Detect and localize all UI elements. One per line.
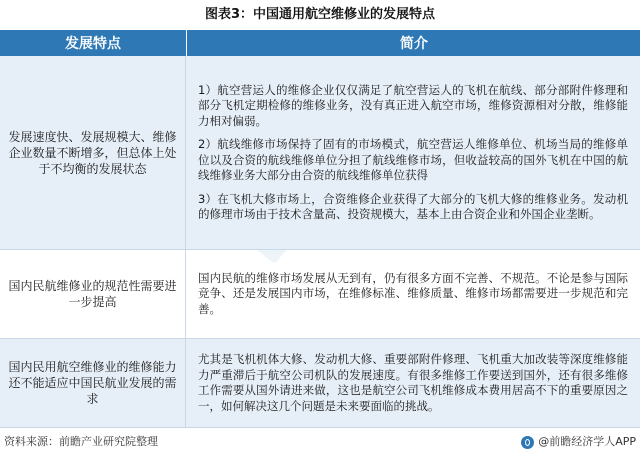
header-feature: 发展特点	[0, 30, 187, 56]
intro-paragraph: 尤其是飞机机体大修、发动机大修、重要部附件修理、飞机重大加改装等深度维修能力严重滞后于航空公司机队的发展速度。有很多维修工作要送到国外，还有很多维修工作需要从国外请进来做，这也是航空公司飞机维修成本费用居高不下的重要原因之一，如何解决这几个问题是未来要面临的挑战。	[198, 352, 628, 413]
chart-title: 图表3：中国通用航空维修业的发展特点	[204, 7, 436, 22]
intro-paragraph: 国内民航的维修市场发展从无到有，仍有很多方面不完善、不规范。不论是参与国际竞争、还是发展国内市场，在维修标准、维修质量、维修市场都需要进一步规范和完善。	[198, 270, 628, 316]
features-table	[0, 30, 640, 428]
brand-credit	[521, 432, 636, 452]
table-row	[0, 250, 640, 339]
header-intro: 简介	[400, 36, 428, 52]
intro-paragraph: 2）航线维修市场保持了固有的市场模式，航空营运人维修单位、机场当局的维修单位以及合资的航线维修单位分担了航线维修市场，但收益较高的国外飞机在中国的航线维修业务大部分由合资的航线维修单位获得	[198, 137, 628, 182]
footer	[0, 432, 640, 452]
row-intro	[186, 339, 640, 427]
qianzhan-logo-icon	[521, 436, 534, 449]
table-row	[0, 56, 640, 250]
row-feature: 国内民航维修业的规范性需要进一步提高	[0, 250, 186, 338]
row-feature: 国内民用航空维修业的维修能力还不能适应中国民航业发展的需求	[0, 339, 186, 427]
table-row	[0, 339, 640, 428]
row-intro	[186, 56, 640, 249]
row-feature: 发展速度快、发展规模大、维修企业数量不断增多，但总体上处于不均衡的发展状态	[0, 56, 186, 249]
brand-label: @前瞻经济学人APP	[538, 435, 636, 448]
source-note: 资料来源：前瞻产业研究院整理	[4, 435, 158, 448]
intro-paragraph: 3）在飞机大修市场上，合资维修企业获得了大部分的飞机大修的维修业务。发动机的修理市场由于技术含量高、投资规模大，基本上由合资企业和外国企业垄断。	[198, 191, 628, 221]
row-intro	[186, 250, 640, 338]
table-header	[0, 30, 640, 56]
intro-paragraph: 1）航空营运人的维修企业仅仅满足了航空营运人的飞机在航线、部分部附件修理和部分飞机定期检修的维修业务，没有真正进入航空市场，维修资源相对分散，维修能力相对偏弱。	[198, 82, 628, 128]
